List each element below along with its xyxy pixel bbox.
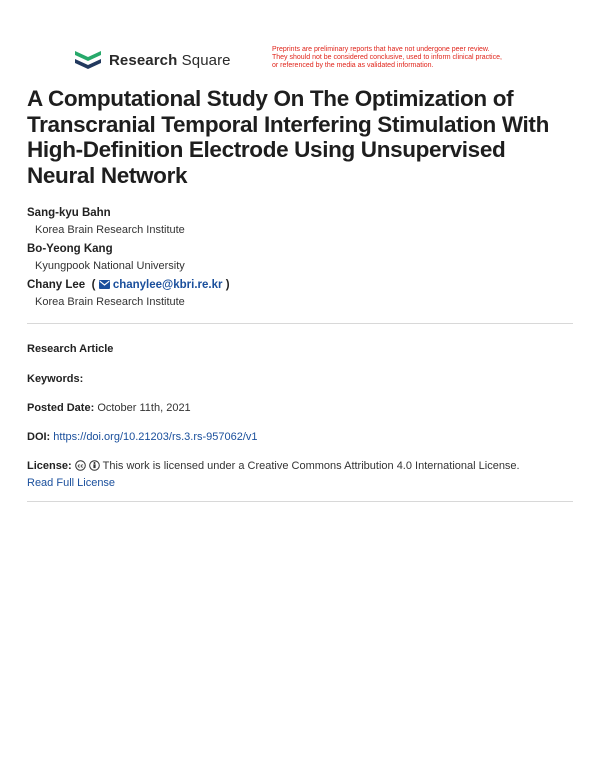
notice-line: Preprints are preliminary reports that have not undergone peer review. bbox=[272, 46, 490, 53]
article-type: Research Article bbox=[27, 343, 114, 355]
research-square-logo[interactable] bbox=[74, 48, 231, 72]
svg-text:cc: cc bbox=[77, 463, 84, 470]
posted-date-value: October 11th, 2021 bbox=[97, 402, 191, 414]
research-square-logo-icon bbox=[74, 48, 102, 72]
author-affiliation: Korea Brain Research Institute bbox=[35, 296, 185, 308]
logo-text: Research Square bbox=[109, 51, 231, 69]
divider bbox=[27, 501, 573, 502]
license bbox=[27, 458, 573, 492]
author-affiliation: Korea Brain Research Institute bbox=[35, 224, 185, 236]
read-full-license-link[interactable]: Read Full License bbox=[27, 477, 116, 489]
author-list bbox=[27, 205, 567, 313]
header bbox=[74, 46, 544, 78]
license-label: License: bbox=[27, 460, 72, 472]
license-text: This work is licensed under a Creative Commons Attribution 4.0 International License. bbox=[102, 460, 520, 472]
author-name: Sang-kyu Bahn bbox=[27, 207, 111, 219]
paren-close: ) bbox=[225, 279, 230, 291]
doi-link[interactable]: https://doi.org/10.21203/rs.3.rs-957062/v1 bbox=[53, 431, 258, 443]
author-name: Bo-Yeong Kang bbox=[27, 243, 113, 255]
keywords: Keywords: bbox=[27, 373, 84, 385]
notice-line: or referenced by the media as validated information. bbox=[272, 62, 434, 70]
paper-title: A Computational Study On The Optimization of Transcranial Temporal Interfering Stimulation With High-Definition Electrode Using Unsupervised Neural Network bbox=[27, 86, 549, 188]
posted-date bbox=[27, 400, 573, 417]
posted-date-label: Posted Date: bbox=[27, 402, 95, 414]
creative-commons-icon bbox=[75, 460, 86, 471]
paren-open: ( bbox=[88, 279, 96, 291]
author-name: Chany Lee bbox=[27, 279, 86, 291]
author-affiliation: Kyungpook National University bbox=[35, 260, 185, 272]
envelope-icon bbox=[99, 280, 110, 289]
doi bbox=[27, 429, 573, 446]
divider bbox=[27, 323, 573, 324]
attribution-icon bbox=[89, 460, 100, 471]
preprint-notice bbox=[272, 46, 544, 71]
author-email-link[interactable]: chanylee@kbri.re.kr bbox=[112, 279, 223, 291]
notice-line: They should not be considered conclusive, used to inform clinical practice, bbox=[272, 54, 502, 62]
doi-label: DOI: bbox=[27, 431, 51, 443]
author-name-with-email bbox=[27, 277, 567, 294]
